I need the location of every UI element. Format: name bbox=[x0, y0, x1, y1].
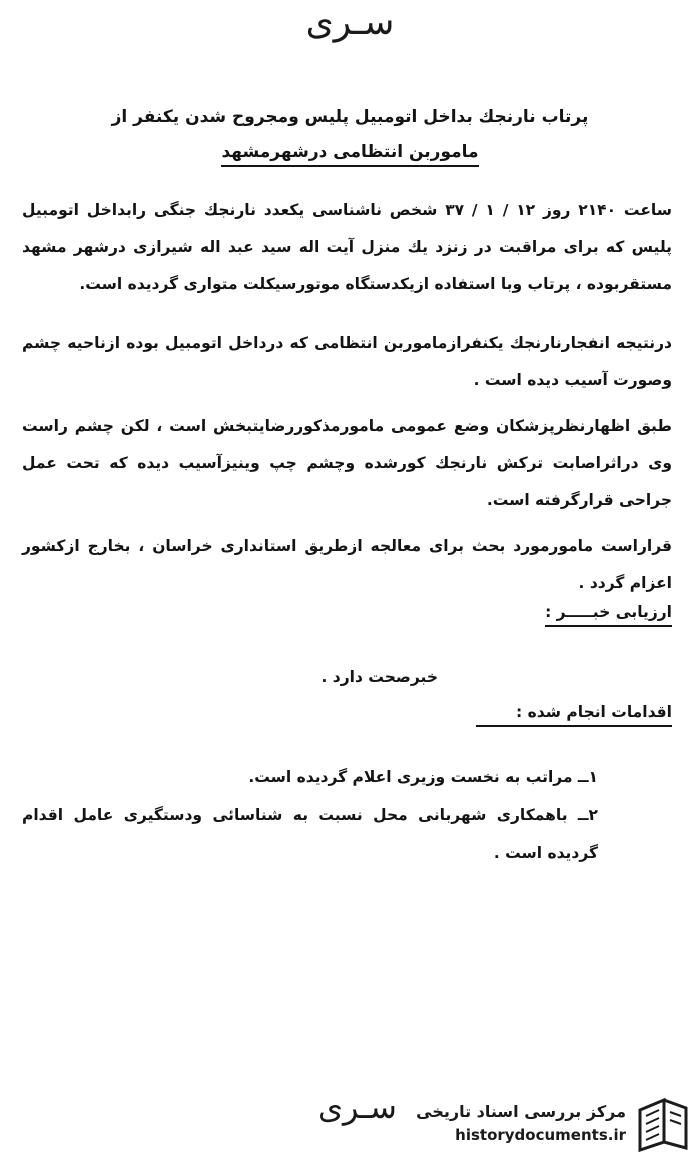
report-paragraph-1: ساعت ۲۱۴۰ روز ۱۲ / ۱ / ۳۷ شخص ناشناسی یکعدد نارنجك جنگی رابداخل اتومبیل پلیس که برای مراقبت در زنزد یك منزل آیت اله سید عبد اله شیرازی درشهر مشهد مستقربوده ، پرتاب وبا استفاده ازیکدستگاه موتورسیکلت متواری گردیده است. bbox=[22, 201, 672, 293]
classification-stamp-bottom: سـری bbox=[318, 1088, 397, 1126]
evaluation-heading bbox=[545, 603, 672, 621]
watermark-url: historydocuments.ir bbox=[455, 1126, 626, 1144]
document-title: پرتاب نارنجك بداخل اتومبيل پليس ومجروح شدن يكنفر از bbox=[111, 107, 589, 127]
report-paragraph-3: طبق اظهارنظرپزشکان وضع عمومی مامورمذکوررضایتبخش است ، لکن چشم راست وی دراثراصابت ترکش نارنجك کورشده وچشم چپ وینیزآسیب دیده که تحت عمل جراحی قرارگرفته است. bbox=[22, 417, 672, 509]
report-paragraph-4: قراراست مامورمورد بحث برای معالجه ازطریق استانداری خراسان ، بخارج ازکشور اعزام گردد . bbox=[22, 537, 672, 592]
watermark-logo[interactable] bbox=[416, 1096, 696, 1154]
evaluation-text: خبرصحت دارد . bbox=[321, 668, 438, 686]
actions-heading bbox=[476, 703, 672, 721]
book-icon bbox=[634, 1096, 692, 1154]
actions-heading-text: اقدامات انجام شده : bbox=[476, 703, 672, 727]
action-item-1: ۱ــ مراتب به نخست وزیری اعلام گردیده است. bbox=[248, 768, 598, 786]
document-subtitle bbox=[30, 142, 670, 162]
report-paragraph-2: درنتیجه انفجارنارنجك یکنفرازماموربن انتظامی که درداخل اتومبیل بوده ازناحیه چشم وصورت آسیب دیده است . bbox=[22, 334, 672, 389]
action-item-2: ۲ــ باهمکاری شهربانی محل نسبت به شناسائی ودستگیری عامل اقدام گردیده است . bbox=[22, 806, 598, 862]
evaluation-heading-text: ارزیابی خبـــــر : bbox=[545, 603, 672, 627]
classification-stamp-top: سـری bbox=[305, 2, 395, 43]
document-subtitle-text: ماموربن انتظامی درشهرمشهد bbox=[221, 142, 478, 167]
watermark-title: مرکز بررسی اسناد تاریخی bbox=[416, 1102, 626, 1121]
